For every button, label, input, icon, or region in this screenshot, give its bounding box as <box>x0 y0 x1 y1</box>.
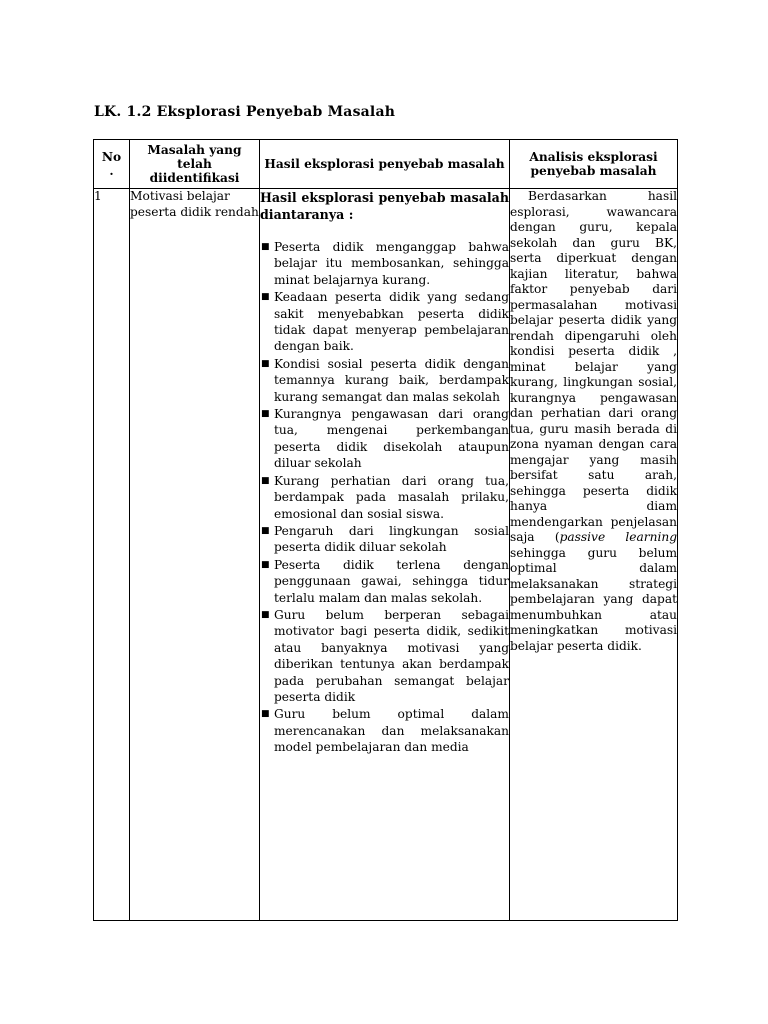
square-bullet-icon: ■ <box>261 292 270 303</box>
square-bullet-icon: ■ <box>261 559 270 570</box>
table-header-row <box>94 140 678 189</box>
list-item-text: Peserta didik terlena dengan penggunaan gawai, sehingga tidur terlalu malam dan malas sekolah. <box>274 557 509 605</box>
list-item-text: Peserta didik menganggap bahwa belajar itu membosankan, sehingga minat belajarnya kurang. <box>274 240 509 287</box>
list-item <box>260 473 509 522</box>
list-item-text: Kondisi sosial peserta didik dengan temannya kurang baik, berdampak kurang semangat dan malas sekolah <box>274 356 509 404</box>
list-item <box>260 706 509 755</box>
square-bullet-icon: ■ <box>261 709 270 720</box>
exploration-table <box>93 139 678 921</box>
list-item <box>260 289 509 355</box>
square-bullet-icon: ■ <box>261 409 270 420</box>
square-bullet-icon: ■ <box>261 609 270 620</box>
hasil-points-list <box>260 239 509 756</box>
list-item <box>260 607 509 705</box>
list-item <box>260 406 509 472</box>
list-item-text: Kurang perhatian dari orang tua, berdampak pada masalah prilaku, emosional dan sosial siswa. <box>274 473 509 521</box>
square-bullet-icon: ■ <box>261 525 270 536</box>
cell-analisis <box>510 189 678 921</box>
analysis-text-after: sehingga guru belum optimal dalam melaksanakan strategi pembelajaran yang dapat menumbuhkan atau meningkatkan motivasi belajar peserta didik. <box>510 545 677 653</box>
list-item <box>260 557 509 606</box>
hasil-intro: Hasil eksplorasi penyebab masalah diantaranya : <box>260 190 509 222</box>
analysis-paragraph <box>510 189 677 654</box>
analysis-text-before: Berdasarkan hasil esplorasi, wawancara dengan guru, kepala sekolah dan guru BK, serta diperkuat dengan kajian literatur, bahwa faktor penyebab dari permasalahan motivasi belajar peserta didik yang rendah dipengaruhi oleh kondisi peserta didik , minat belajar yang kurang, lingkungan sosial, kurangnya pengawasan dan perhatian dari orang tua, guru masih berada di zona nyaman dengan cara mengajar yang masih bersifat satu arah, sehingga peserta didik hanya diam mendengarkan penjelasan saja ( <box>510 189 677 544</box>
cell-masalah: Motivasi belajar peserta didik rendah <box>130 189 260 921</box>
list-item-text: Keadaan peserta didik yang sedang sakit menyebabkan peserta didik tidak dapat menyerap pembelajaran dengan baik. <box>274 290 509 354</box>
list-item-text: Guru belum berperan sebagai motivator bagi peserta didik, sedikit atau banyaknya motivasi yang diberikan tentunya akan berdampak pada perubahan semangat belajar peserta didik <box>274 607 509 704</box>
list-item <box>260 239 509 288</box>
list-item <box>260 356 509 405</box>
list-item-text: Kurangnya pengawasan dari orang tua, mengenai perkembangan peserta didik disekolah ataupun diluar sekolah <box>274 407 509 471</box>
square-bullet-icon: ■ <box>261 242 270 252</box>
list-item-text: Guru belum optimal dalam merencanakan dan melaksanakan model pembelajaran dan media <box>274 707 509 755</box>
document-title: LK. 1.2 Eksplorasi Penyebab Masalah <box>94 104 396 120</box>
header-masalah: Masalah yang telah diidentifikasi <box>130 140 260 189</box>
header-no: No . <box>94 140 130 189</box>
list-item <box>260 523 509 556</box>
header-hasil: Hasil eksplorasi penyebab masalah <box>260 140 510 189</box>
square-bullet-icon: ■ <box>261 475 270 486</box>
header-analisis: Analisis eksplorasi penyebab masalah <box>510 140 678 189</box>
list-item-text: Pengaruh dari lingkungan sosial peserta didik diluar sekolah <box>274 523 509 555</box>
table-row <box>94 189 678 921</box>
analysis-text-italic: passive learning <box>559 530 677 544</box>
cell-no: 1 <box>94 189 130 921</box>
square-bullet-icon: ■ <box>261 358 270 369</box>
cell-hasil <box>260 189 510 921</box>
